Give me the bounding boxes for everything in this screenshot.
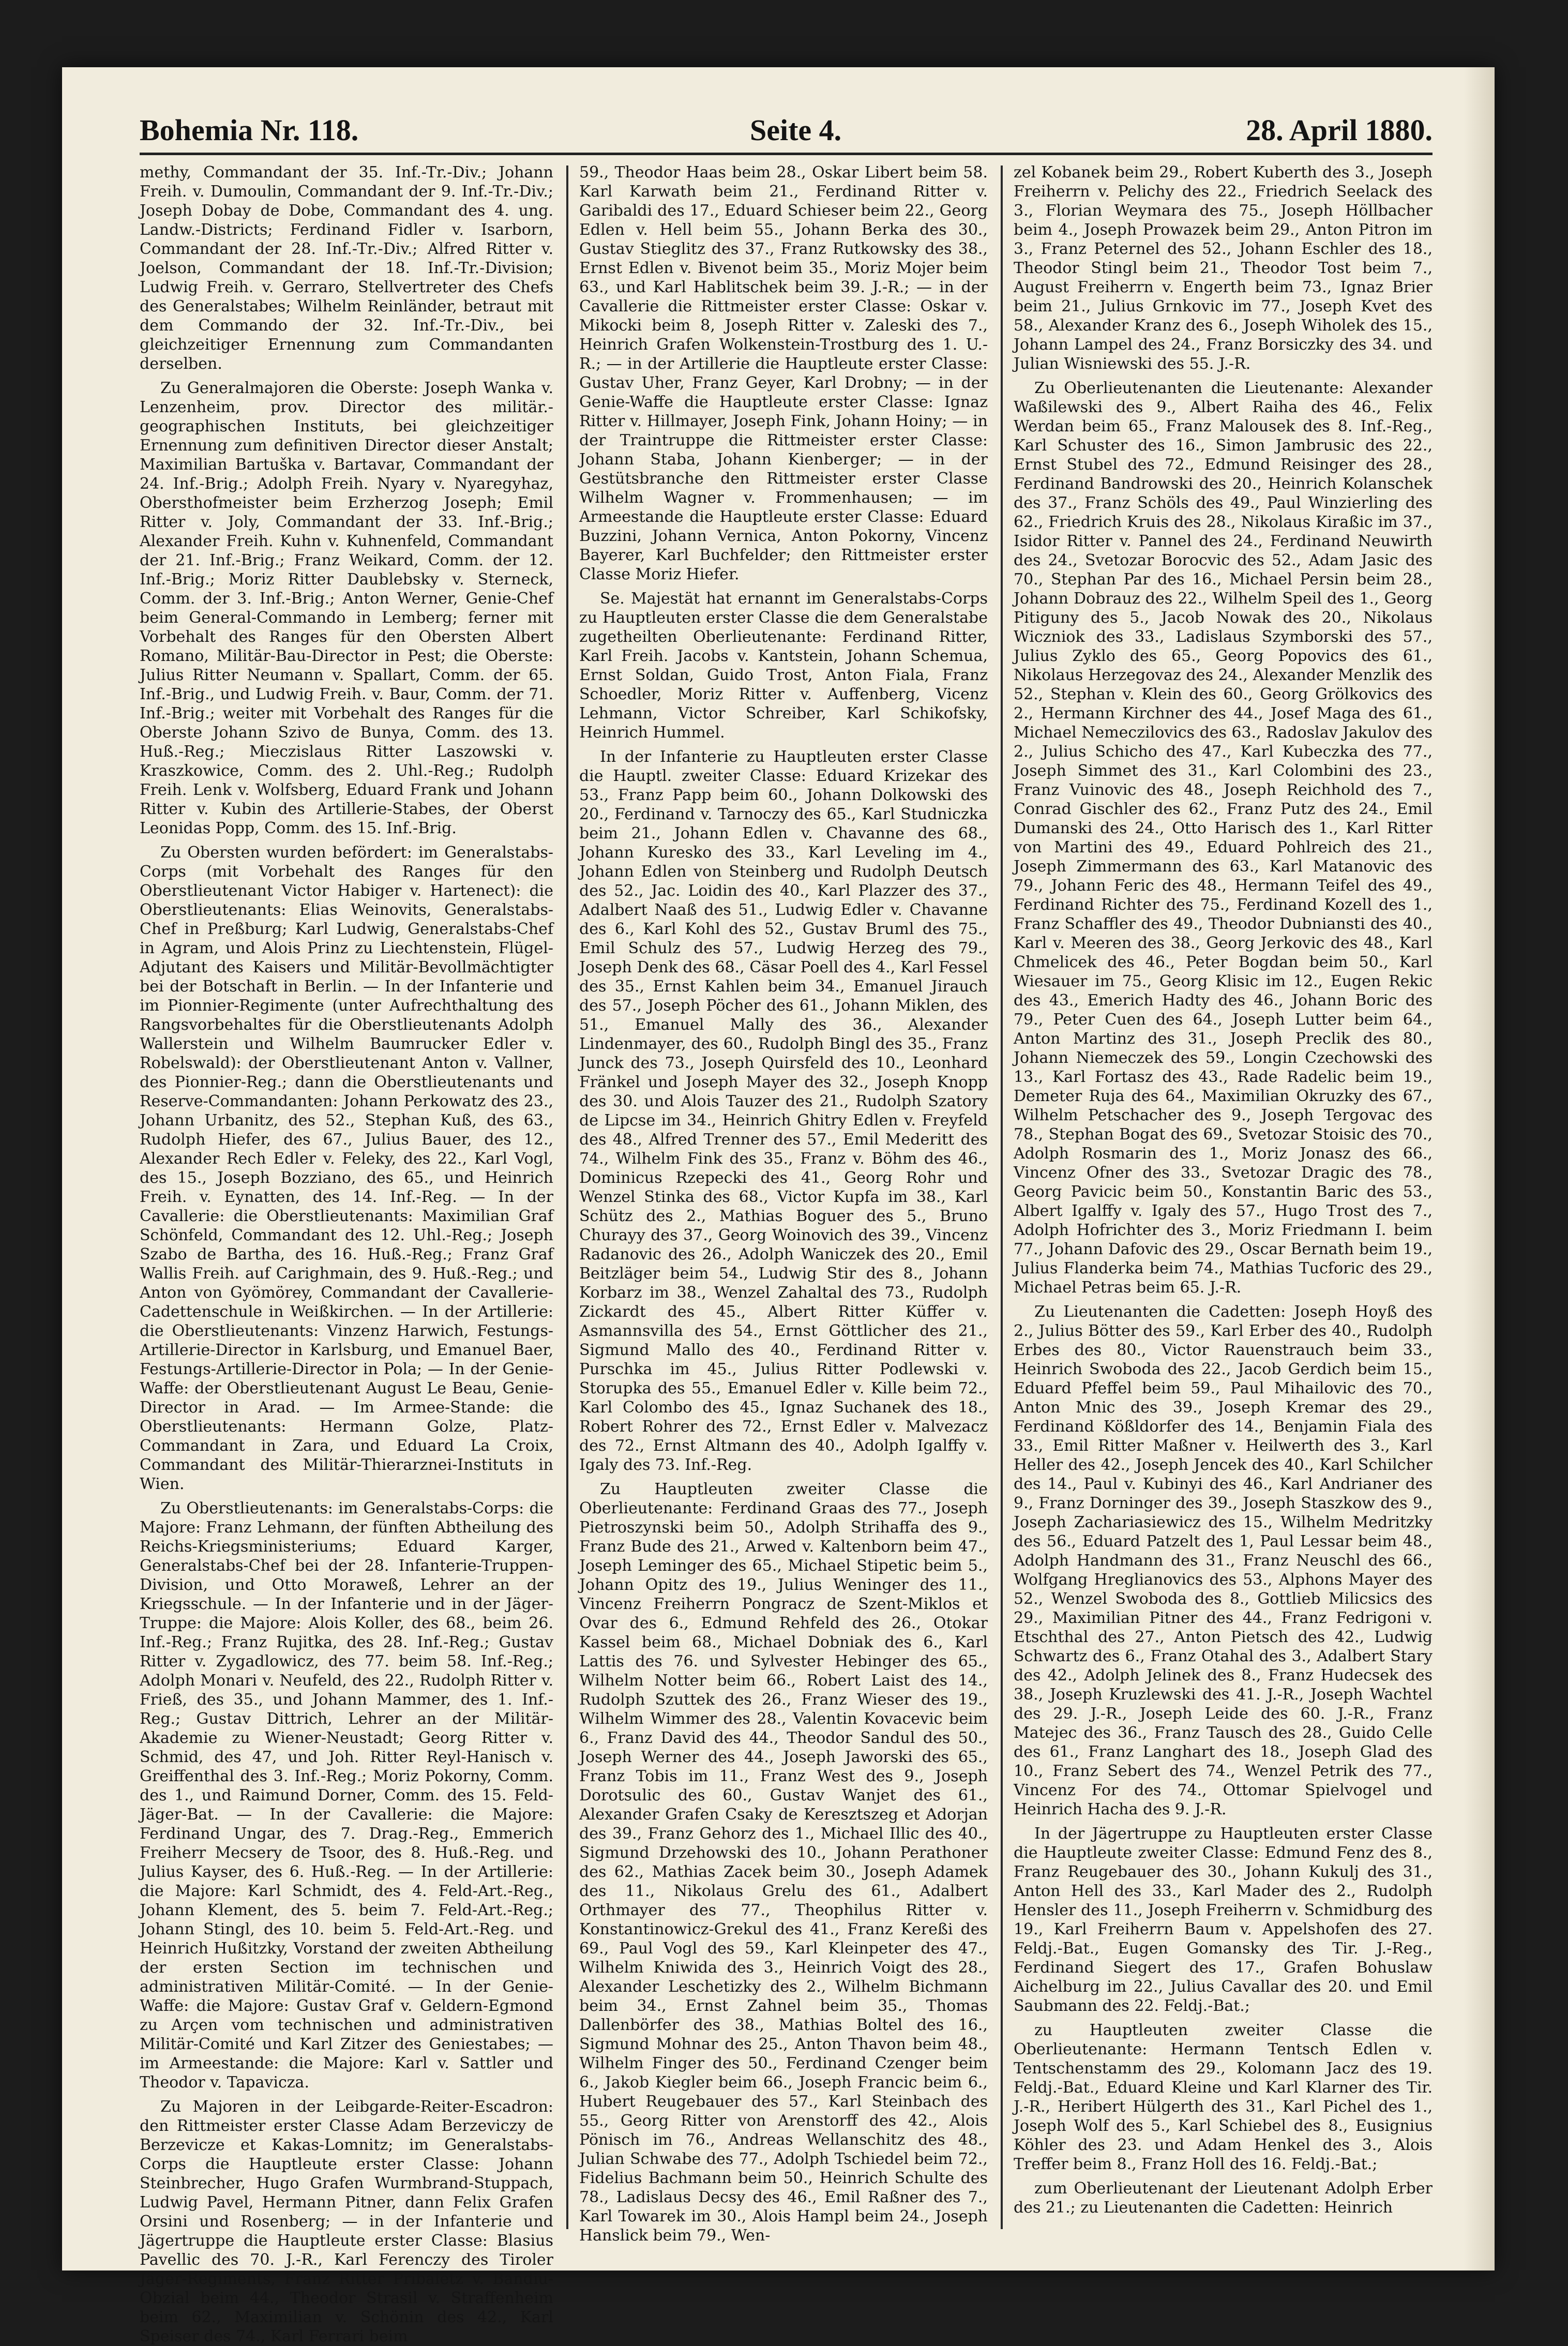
paragraph: In der Jägertruppe zu Hauptleuten erster Classe die Hauptleute zweiter Classe: Edmund Fenz des 8., Franz Reugebauer des 30., Johann Kukulj des 31., Anton Hell des 33., Karl Mader des 2., Rudolph Hensler des 11., Joseph Freiherrn v. Schmidburg des 19., Karl Freiherrn Baum v. Appelshofen des 27. Feldj.-Bat., Eugen Gomansky des Tir. J.-Reg., Ferdinand Siegert des 17., Grafen Bohuslaw Aichelburg im 22., Julius Cavallar des 20. und Emil Saubmann des 22. Feldj.-Bat.; bbox=[1014, 1825, 1433, 2015]
paragraph: Se. Majestät hat ernannt im Generalstabs-Corps zu Hauptleuten erster Classe die dem Generalstabe zugetheilten Oberlieutenante: Ferdinand Ritter, Karl Freih. Jacobs v. Kantstein, Johann Schemua, Ernst Soldan, Guido Trost, Anton Fiala, Franz Schoedler, Moriz Ritter v. Auffenberg, Vicenz Lehmann, Victor Schreiber, Karl Schikofsky, Heinrich Hummel. bbox=[579, 590, 988, 742]
masthead-issue: Bohemia Nr. 118. bbox=[140, 113, 359, 147]
page-edge-shadow bbox=[1464, 67, 1495, 2270]
paragraph: Zu Hauptleuten zweiter Classe die Oberlieutenante: Ferdinand Graas des 77., Joseph Pietroszynski beim 50., Adolph Strihaffa des 9., Franz Bude des 21., Arwed v. Kaltenborn beim 47., Joseph Leminger des 65., Michael Stipetic beim 5., Johann Opitz des 19., Julius Weninger des 11., Vincenz Freiherrn Pongracz de Szent-Miklos et Ovar des 6., Edmund Rehfeld des 26., Otokar Kassel beim 68., Michael Dobniak des 6., Karl Lattis des 76. und Sylvester Hebinger des 65., Wilhelm Notter beim 66., Robert Laist des 14., Rudolph Szuttek des 26., Franz Wieser des 19., Wilhelm Wimmer des 28., Valentin Kovacevic beim 6., Franz David des 44., Theodor Sandul des 50., Joseph Werner des 44., Joseph Jaworski des 65., Franz Tobis im 11., Franz West des 9., Joseph Dorotsulic des 60., Gustav Wanjet des 61., Alexander Grafen Csaky de Keresztszeg et Adorjan des 39., Franz Gehorz des 1., Michael Illic des 40., Sigmund Drzehowski des 10., Johann Perathoner des 62., Mathias Zacek beim 30., Joseph Adamek des 11., Nikolaus Grelu des 61., Adalbert Orthmayer des 77., Theophilus Ritter v. Konstantinowicz-Grekul des 41., Franz Kereßi des 69., Paul Vogl des 59., Karl Kleinpeter des 47., Wilhelm Kniwida des 3., Heinrich Voigt des 28., Alexander Leschetizky des 2., Wilhelm Bichmann beim 34., Ernst Zahnel beim 35., Thomas Dallenbörfer des 38., Mathias Boltel des 16., Sigmund Mohnar des 25., Anton Thavon beim 48., Wilhelm Finger des 50., Ferdinand Czenger beim 6., Jakob Kiegler beim 66., Joseph Francic beim 6., Hubert Reugebauer des 57., Karl Steinbach des 55., Georg Ritter von Arenstorff des 42., Alois Pönisch im 76., Andreas Wellanschitz des 48., Julian Schwabe des 77., Adolph Tschiedel beim 72., Fidelius Bachmann beim 50., Heinrich Schulte des 78., Ladislaus Decsy des 46., Emil Raßner des 7., Karl Towarek im 30., Alois Hampl beim 24., Joseph Hanslick beim 79., Wen- bbox=[579, 1480, 988, 2245]
column-3 bbox=[1014, 163, 1433, 2232]
issue-date: 28. April 1880. bbox=[1246, 113, 1433, 147]
page-header bbox=[140, 96, 1433, 155]
page-number: Seite 4. bbox=[750, 113, 842, 147]
paragraph: zum Oberlieutenant der Lieutenant Adolph Erber des 21.; zu Lieutenanten die Cadetten: Heinrich bbox=[1014, 2179, 1433, 2217]
paragraph: Zu Majoren in der Leibgarde-Reiter-Escadron: den Rittmeister erster Classe Adam Berzeviczy de Berzevicze et Kakas-Lomnitz; im Generalstabs-Corps die Hauptleute erster Classe: Johann Steinbrecher, Hugo Grafen Wurmbrand-Stuppach, Ludwig Pavel, Hermann Pitner, dann Felix Grafen Orsini und Rosenberg; — in der Infanterie und Jägertruppe die Hauptleute erster Classe: Blasius Pavellic des 70. J.-R., Karl Ferenczy des Tiroler Jäger-Regiments, Franz Ritter Pribaletz v. Bandiu-Obzial beim 44., Theodor Strasil v. Straffenheim beim 62., Maximilian v. Schönin des 42., Karl Speiser des 74., Karl Ferrari beim bbox=[140, 2098, 553, 2345]
paragraph: methy, Commandant der 35. Inf.-Tr.-Div.; Johann Freih. v. Dumoulin, Commandant der 9. Inf.-Tr.-Div.; Joseph Dobay de Dobe, Commandant des 4. ung. Landw.-Districts; Ferdinand Fidler v. Isarborn, Commandant der 28. Inf.-Tr.-Div.; Alfred Ritter v. Joelson, Commandant der 18. Inf.-Tr.-Division; Ludwig Freih. v. Gerraro, Stellvertreter des Chefs des Generalstabes; Wilhelm Reinländer, betraut mit dem Commando der 32. Inf.-Tr.-Div., bei gleichzeitiger Ernennung zum Commandanten derselben. bbox=[140, 163, 553, 373]
column-2 bbox=[579, 163, 988, 2245]
column-rule bbox=[1001, 166, 1003, 2229]
paragraph: zu Hauptleuten zweiter Classe die Oberlieutenante: Hermann Tentsch Edlen v. Tentschenstamm des 29., Kolomann Jacz des 19. Feldj.-Bat., Eduard Kleine und Karl Klarner des Tir. J.-R., Heribert Hülgerth des 31., Karl Pichel des 1., Joseph Wolf des 5., Karl Schiebel des 8., Eusignius Köhler des 23. und Adam Henkel des 3., Alois Treffer beim 8., Franz Holl des 16. Feldj.-Bat.; bbox=[1014, 2021, 1433, 2173]
paragraph: Zu Lieutenanten die Cadetten: Joseph Hoyß des 2., Julius Bötter des 59., Karl Erber des 40., Rudolph Erbes des 80., Victor Rauenstrauch beim 33., Heinrich Swoboda des 22., Jacob Gerdich beim 15., Eduard Pfeffel beim 59., Paul Mihailovic des 70., Anton Mnic des 39., Joseph Kremar des 29., Ferdinand Kößldorfer des 14., Benjamin Fiala des 33., Emil Ritter Maßner v. Heilwerth des 3., Karl Heller des 42., Joseph Jencek des 40., Karl Schilcher des 14., Paul v. Kubinyi des 46., Karl Andrianer des 9., Franz Dorninger des 39., Joseph Staszkow des 9., Joseph Zachariasiewicz des 15., Wilhelm Medritzky des 56., Eduard Patzelt des 1, Paul Lessar beim 48., Adolph Handmann des 31., Franz Neuschl des 66., Wolfgang Hreglianovics des 53., Alphons Mayer des 52., Wenzel Swoboda des 8., Gottlieb Milicsics des 29., Maximilian Pitner des 44., Franz Fedrigoni v. Etschthal des 27., Anton Pietsch des 42., Ludwig Schwartz des 6., Franz Otahal des 3., Adalbert Stary des 42., Adolph Jelinek des 8., Franz Hudecsek des 38., Joseph Kruzlewski des 41. J.-R., Joseph Wachtel des 29. J.-R., Joseph Leide des 60. J.-R., Franz Matejec des 36., Franz Tausch des 28., Guido Celle des 61., Franz Langhart des 18., Joseph Glad des 10., Franz Sebert des 74., Wenzel Petrik des 77., Vincenz For des 74., Ottomar Spielvogel und Heinrich Hacha des 9. J.-R. bbox=[1014, 1303, 1433, 1818]
column-1 bbox=[140, 163, 553, 2345]
paragraph: Zu Obersten wurden befördert: im Generalstabs-Corps (mit Vorbehalt des Ranges für den Oberstlieutenant Victor Habiger v. Hartenect): die Oberstlieutenants: Elias Weinovits, Generalstabs-Chef in Preßburg; Karl Ludwig, Generalstabs-Chef in Agram, und Alois Prinz zu Liechtenstein, Flügel-Adjutant des Kaisers und Militär-Bevollmächtigter bei der Botschaft in Berlin. — In der Infanterie und im Pionnier-Regimente (unter Aufrechthaltung des Rangsvorbehaltes für die Oberstlieutenants Adolph Wallerstein und Wilhelm Baumrucker Edler v. Robelswald): der Oberstlieutenant Anton v. Vallner, des Pionnier-Reg.; dann die Oberstlieutenants und Reserve-Commandanten: Johann Perkowatz des 23., Johann Urbanitz, des 52., Stephan Kuß, des 63., Rudolph Hiefer, des 67., Julius Bauer, des 12., Alexander Rech Edler v. Feleky, des 22., Karl Vogl, des 15., Joseph Bozziano, des 65., und Heinrich Freih. v. Eynatten, des 14. Inf.-Reg. — In der Cavallerie: die Oberstlieutenants: Maximilian Graf Schönfeld, Commandant des 12. Uhl.-Reg.; Joseph Szabo de Bartha, des 16. Huß.-Reg.; Franz Graf Wallis Freih. auf Carighmain, des 9. Huß.-Reg.; und Anton von Gyömörey, Commandant der Cavallerie-Cadettenschule in Weißkirchen. — In der Artillerie: die Oberstlieutenants: Vinzenz Harwich, Festungs-Artillerie-Director in Karlsburg, und Emanuel Baer, Festungs-Artillerie-Director in Pola; — In der Genie-Waffe: der Oberstlieutenant August Le Beau, Genie-Director in Arad. — Im Armee-Stande: die Oberstlieutenants: Hermann Golze, Platz-Commandant in Zara, und Eduard La Croix, Commandant des Militär-Thierarznei-Instituts in Wien. bbox=[140, 844, 553, 1493]
paragraph: Zu Generalmajoren die Oberste: Joseph Wanka v. Lenzenheim, prov. Director des militär.-geographischen Instituts, bei gleichzeitiger Ernennung zum definitiven Director dieser Anstalt; Maximilian Bartuška v. Bartavar, Commandant der 24. Inf.-Brig.; Adolph Freih. Nyary v. Nyaregyhaz, Obersthofmeister beim Erzherzog Joseph; Emil Ritter v. Joly, Commandant der 33. Inf.-Brig.; Alexander Freih. Kuhn v. Kuhnenfeld, Commandant der 21. Inf.-Brig.; Franz Weikard, Comm. der 12. Inf.-Brig.; Moriz Ritter Daublebsky v. Sterneck, Comm. der 3. Inf.-Brig.; Anton Werner, Genie-Chef beim General-Commando in Lemberg; ferner mit Vorbehalt des Ranges für den Obersten Albert Romano, Militär-Bau-Director in Pest; die Oberste: Julius Ritter Neumann v. Spallart, Comm. der 65. Inf.-Brig., und Ludwig Freih. v. Baur, Comm. der 71. Inf.-Brig.; weiter mit Vorbehalt des Ranges für die Oberste Johann Szivo de Bunya, Comm. des 13. Huß.-Reg.; Mieczislaus Ritter Laszowski v. Kraszkowice, Comm. des 2. Uhl.-Reg.; Rudolph Freih. Lenk v. Wolfsberg, Eduard Frank und Johann Ritter v. Kubin des Artillerie-Stabes, der Oberst Leonidas Popp, Comm. des 15. Inf.-Brig. bbox=[140, 379, 553, 837]
newspaper-page bbox=[62, 67, 1495, 2345]
paragraph: Zu Oberstlieutenants: im Generalstabs-Corps: die Majore: Franz Lehmann, der fünften Abtheilung des Reichs-Kriegsministeriums; Eduard Karger, Generalstabs-Chef bei der 28. Infanterie-Truppen-Division, und Otto Moraweß, Lehrer an der Kriegsschule. — In der Infanterie und in der Jäger-Truppe: die Majore: Alois Koller, des 68., beim 26. Inf.-Reg.; Franz Rujitka, des 28. Inf.-Reg.; Gustav Ritter v. Zygadlowicz, des 77. beim 58. Inf.-Reg.; Adolph Monari v. Neufeld, des 22., Rudolph Ritter v. Frieß, des 35., und Johann Mammer, des 1. Inf.-Reg.; Gustav Dittrich, Lehrer an der Militär-Akademie zu Wiener-Neustadt; Georg Ritter v. Schmid, des 47, und Joh. Ritter Reyl-Hanisch v. Greiffenthal des 3. Inf.-Reg.; Moriz Pokorny, Comm. des 1., und Raimund Dorner, Comm. des 15. Feld-Jäger-Bat. — In der Cavallerie: die Majore: Ferdinand Ungar, des 7. Drag.-Reg., Emmerich Freiherr Mecsery de Tsoor, des 8. Huß.-Reg. und Julius Kayser, des 6. Huß.-Reg. — In der Artillerie: die Majore: Karl Schmidt, des 4. Feld-Art.-Reg., Johann Klement, des 5. beim 7. Feld-Art.-Reg.; Johann Stingl, des 10. beim 5. Feld-Art.-Reg. und Heinrich Hußitzky, Vorstand der zweiten Abtheilung der ersten Section im technischen und administrativen Militär-Comité. — In der Genie-Waffe: die Majore: Gustav Graf v. Geldern-Egmond zu Arçen vom technischen und administrativen Militär-Comité und Karl Zitzer des Geniestabes; — im Armeestande: die Majore: Karl v. Sattler und Theodor v. Tapavicza. bbox=[140, 1499, 553, 2092]
paragraph: In der Infanterie zu Hauptleuten erster Classe die Hauptl. zweiter Classe: Eduard Krizekar des 53., Franz Papp beim 60., Johann Dolkowski des 20., Ferdinand v. Tarnoczy des 65., Karl Studniczka beim 21., Johann Edlen v. Chavanne des 68., Johann Kuresko des 33., Karl Leveling im 4., Johann Edlen von Steinberg und Rudolph Deutsch des 52., Jac. Loidin des 40., Karl Plazzer des 37., Adalbert Naaß des 51., Ludwig Edler v. Chavanne des 6., Karl Kohl des 52., Gustav Bruml des 75., Emil Schulz des 57., Ludwig Herzeg des 79., Joseph Denk des 68., Cäsar Poell des 4., Karl Fessel des 35., Ernst Kahlen beim 34., Emanuel Jirauch des 57., Joseph Pöcher des 61., Johann Miklen, des 51., Emanuel Mally des 36., Alexander Lindenmayer, des 60., Rudolph Bingl des 35., Franz Junck des 73., Joseph Quirsfeld des 10., Leonhard Fränkel und Joseph Mayer des 32., Joseph Knopp des 30. und Alois Tauzer des 21., Rudolph Szatory de Lipcse im 34., Heinrich Ghitry Edlen v. Freyfeld des 48., Alfred Trenner des 57., Emil Mederitt des 74., Wilhelm Fink des 35., Franz v. Böhm des 46., Dominicus Rzepecki des 41., Georg Rohr und Wenzel Stinka des 68., Victor Kupfa im 38., Karl Schütz des 2., Mathias Boguer des 5., Bruno Churayy des 37., Georg Woinovich des 39., Vincenz Radanovic des 26., Adolph Waniczek des 20., Emil Beitzläger beim 54., Ludwig Stir des 8., Johann Korbarz im 38., Wenzel Zahaltal des 73., Rudolph Zickardt des 45., Albert Ritter Küffer v. Asmannsvilla des 54., Ernst Göttlicher des 21., Sigmund Mallo des 40., Ferdinand Ritter v. Purschka im 45., Julius Ritter Podlewski v. Storupka des 55., Emanuel Edler v. Kille beim 72., Karl Colombo des 45., Ignaz Suchanek des 18., Robert Rohrer des 72., Ernst Edler v. Malvezacz des 72., Ernst Altmann des 40., Adolph Igalffy v. Igaly des 73. Inf.-Reg. bbox=[579, 748, 988, 1474]
paragraph: 59., Theodor Haas beim 28., Oskar Libert beim 58. Karl Karwath beim 21., Ferdinand Ritter v. Garibaldi des 17., Eduard Schieser beim 22., Georg Edlen v. Hell beim 55., Johann Berka des 30., Gustav Stieglitz des 37., Franz Rutkowsky des 38., Ernst Edlen v. Bivenot beim 35., Moriz Mojer beim 63., und Karl Hablitschek beim 39. J.-R.; — in der Cavallerie die Rittmeister erster Classe: Oskar v. Mikocki beim 8, Joseph Ritter v. Zaleski des 7., Heinrich Grafen Wolkenstein-Trostburg des 1. U.-R.; — in der Artillerie die Hauptleute erster Classe: Gustav Uher, Franz Geyer, Karl Drobny; — in der Genie-Waffe die Hauptleute erster Classe: Ignaz Ritter v. Hillmayer, Joseph Fink, Johann Hoiny; — in der Traintruppe die Rittmeister erster Classe: Johann Staba, Johann Kienberger; — in der Gestütsbranche den Rittmeister erster Classe Wilhelm Wagner v. Frommenhausen; — im Armeestande die Hauptleute erster Classe: Eduard Buzzini, Johann Vernica, Anton Pokorny, Vincenz Bayerer, Karl Buchfelder; den Rittmeister erster Classe Moriz Hiefer. bbox=[579, 163, 988, 583]
column-rule bbox=[566, 166, 568, 2229]
paragraph: Zu Oberlieutenanten die Lieutenante: Alexander Waßilewski des 9., Albert Raiha des 46., Felix Werdan beim 65., Franz Malousek des 8. Inf.-Reg., Karl Schuster des 16., Simon Jambrusic des 22., Ernst Stubel des 72., Edmund Reisinger des 28., Ferdinand Bandrowski des 20., Heinrich Kolanschek des 37., Franz Schöls des 49., Paul Winzierling des 62., Friedrich Kruis des 28., Nikolaus Kiraßic im 37., Isidor Ritter v. Pannel des 24., Ferdinand Neuwirth des 24., Svetozar Borocvic des 52., Adam Jasic des 70., Stephan Par des 16., Michael Persin beim 28., Johann Dobrauz des 22., Wilhelm Speil des 1., Georg Pitiguny des 5., Jacob Nowak des 20., Nikolaus Wiczniok des 33., Ladislaus Szymborski des 57., Julius Zyklo des 65., Georg Popovics des 61., Nikolaus Herzegovaz des 24., Alexander Menzlik des 52., Stephan v. Klein des 60., Georg Grölkovics des 2., Hermann Kirchner des 44., Josef Maga des 61., Michael Nemeczilovics des 63., Radoslav Jakulov des 2., Julius Schicho des 47., Karl Kubeczka des 77., Joseph Simmet des 31., Karl Colombini des 23., Franz Vuinovic des 48., Joseph Reichhold des 7., Conrad Gischler des 62., Franz Putz des 24., Emil Dumanski des 24., Otto Harisch des 1., Karl Ritter von Martini des 49., Eduard Pohlreich des 21., Joseph Zimmermann des 63., Karl Matanovic des 79., Johann Feric des 48., Hermann Teifel des 49., Ferdinand Richter des 75., Ferdinand Kozell des 1., Franz Schaffler des 49., Theodor Dubniansti des 40., Karl v. Meeren des 38., Georg Jerkovic des 48., Karl Chmelicek des 46., Peter Bogdan beim 50., Karl Wiesauer im 75., Georg Klisic im 12., Eugen Rekic des 43., Emerich Hadty des 46., Johann Boric des 79., Peter Cuen des 64., Joseph Lutter beim 64., Anton Martinz des 31., Joseph Preclik des 80., Johann Niemeczek des 59., Longin Czechowski des 13., Karl Fortasz des 43., Rade Radelic beim 19., Demeter Ruja des 64., Maximilian Okruzky des 67., Wilhelm Petschacher des 9., Joseph Tergovac des 78., Stephan Bogat des 69., Svetozar Stoisic des 70., Adolph Rosmarin des 1., Moriz Jonasz des 66., Vincenz Ofner des 33., Svetozar Dragic des 78., Georg Pavicic beim 50., Konstantin Baric des 53., Albert Igalffy v. Igaly des 57., Hugo Trost des 7., Adolph Hofrichter des 3., Moriz Friedmann I. beim 77., Johann Dafovic des 29., Oscar Bernath beim 19., Julius Flanderka beim 74., Mathias Tucforic des 29., Michael Petras beim 65. J.-R. bbox=[1014, 379, 1433, 1297]
paragraph: zel Kobanek beim 29., Robert Kuberth des 3., Joseph Freiherrn v. Pelichy des 22., Friedrich Seelack des 3., Florian Weymara des 75., Joseph Höllbacher beim 4., Joseph Prowazek beim 29., Anton Pitron im 3., Franz Peternel des 52., Johann Eschler des 18., Theodor Stingl beim 21., Theodor Tost beim 7., August Freiherrn v. Engerth beim 73., Ignaz Brier beim 21., Julius Grnkovic im 77., Joseph Kvet des 58., Alexander Kranz des 6., Joseph Wiholek des 15., Johann Lampel des 24., Franz Borsiczky des 34. und Julian Wisniewski des 55. J.-R. bbox=[1014, 163, 1433, 373]
